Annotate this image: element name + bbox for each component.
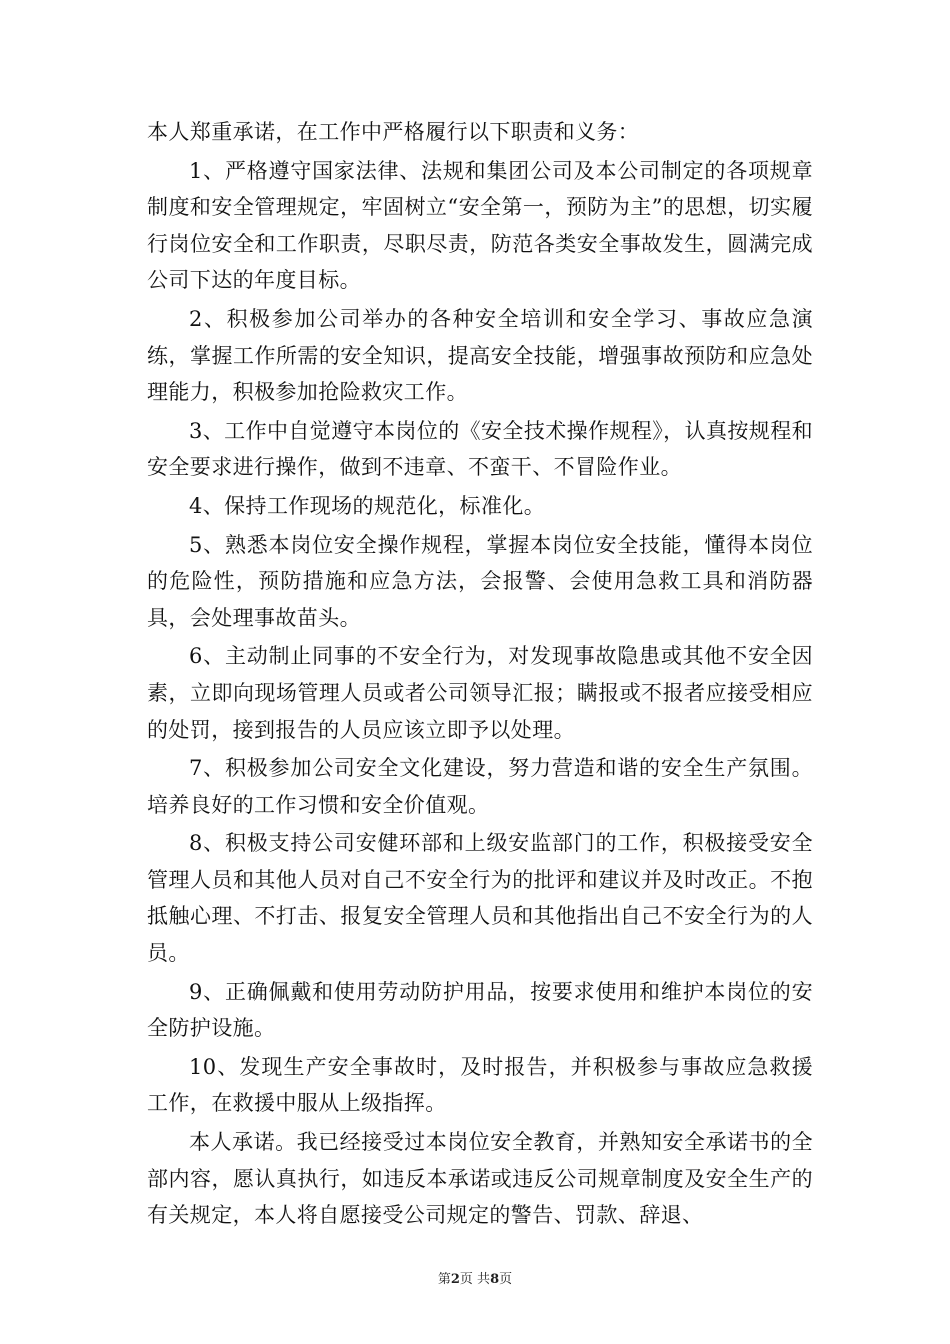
paragraph: 7、积极参加公司安全文化建设，努力营造和谐的安全生产氛围。培养良好的工作习惯和安全价值观。 — [147, 756, 813, 817]
paragraph: 9、正确佩戴和使用劳动防护用品，按要求使用和维护本岗位的安全防护设施。 — [147, 979, 813, 1041]
paragraph: 3、工作中自觉遵守本岗位的《安全技术操作规程》，认真按规程和安全要求进行操作，做到不违章、不蛮干、不冒险作业。 — [147, 418, 813, 480]
paragraph: 10、发现生产安全事故时，及时报告，并积极参与事故应急救援工作，在救援中服从上级指挥。 — [147, 1054, 813, 1116]
footer-suffix: 页 — [499, 1272, 513, 1287]
paragraph: 本人郑重承诺，在工作中严格履行以下职责和义务： — [147, 120, 640, 144]
paragraph: 5、熟悉本岗位安全操作规程，掌握本岗位安全技能，懂得本岗位的危险性，预防措施和应急方法，会报警、会使用急救工具和消防器具，会处理事故苗头。 — [147, 532, 813, 630]
paragraph: 8、积极支持公司安健环部和上级安监部门的工作，积极接受安全管理人员和其他人员对自己不安全行为的批评和建议并及时改正。不抱抵触心理、不打击、报复安全管理人员和其他指出自己不安全行为的人员。 — [147, 831, 813, 966]
page-footer — [0, 1272, 950, 1288]
document-body — [147, 114, 813, 1236]
current-page-number: 2 — [450, 1272, 460, 1287]
paragraph: 本人承诺。我已经接受过本岗位安全教育，并熟知安全承诺书的全部内容，愿认真执行，如违反本承诺或违反公司规章制度及安全生产的有关规定，本人将自愿接受公司规定的警告、罚款、辞退、 — [147, 1130, 813, 1228]
footer-prefix: 第 — [437, 1272, 451, 1287]
total-pages-number: 8 — [490, 1272, 500, 1287]
paragraph: 6、主动制止同事的不安全行为，对发现事故隐患或其他不安全因素，立即向现场管理人员或者公司领导汇报；瞒报或不报者应接受相应的处罚，接到报告的人员应该立即予以处理。 — [147, 644, 813, 742]
paragraph: 4、保持工作现场的规范化，标准化。 — [189, 493, 546, 518]
footer-middle: 页 共 — [459, 1272, 491, 1287]
paragraph: 2、积极参加公司举办的各种安全培训和安全学习、事故应急演练，掌握工作所需的安全知识，提高安全技能，增强事故预防和应急处理能力，积极参加抢险救灾工作。 — [147, 306, 813, 405]
paragraph: 1、严格遵守国家法律、法规和集团公司及本公司制定的各项规章制度和安全管理规定，牢固树立“安全第一，预防为主”的思想，切实履行岗位安全和工作职责，尽职尽责，防范各类安全事故发生，圆满完成公司下达的年度目标。 — [147, 158, 813, 293]
